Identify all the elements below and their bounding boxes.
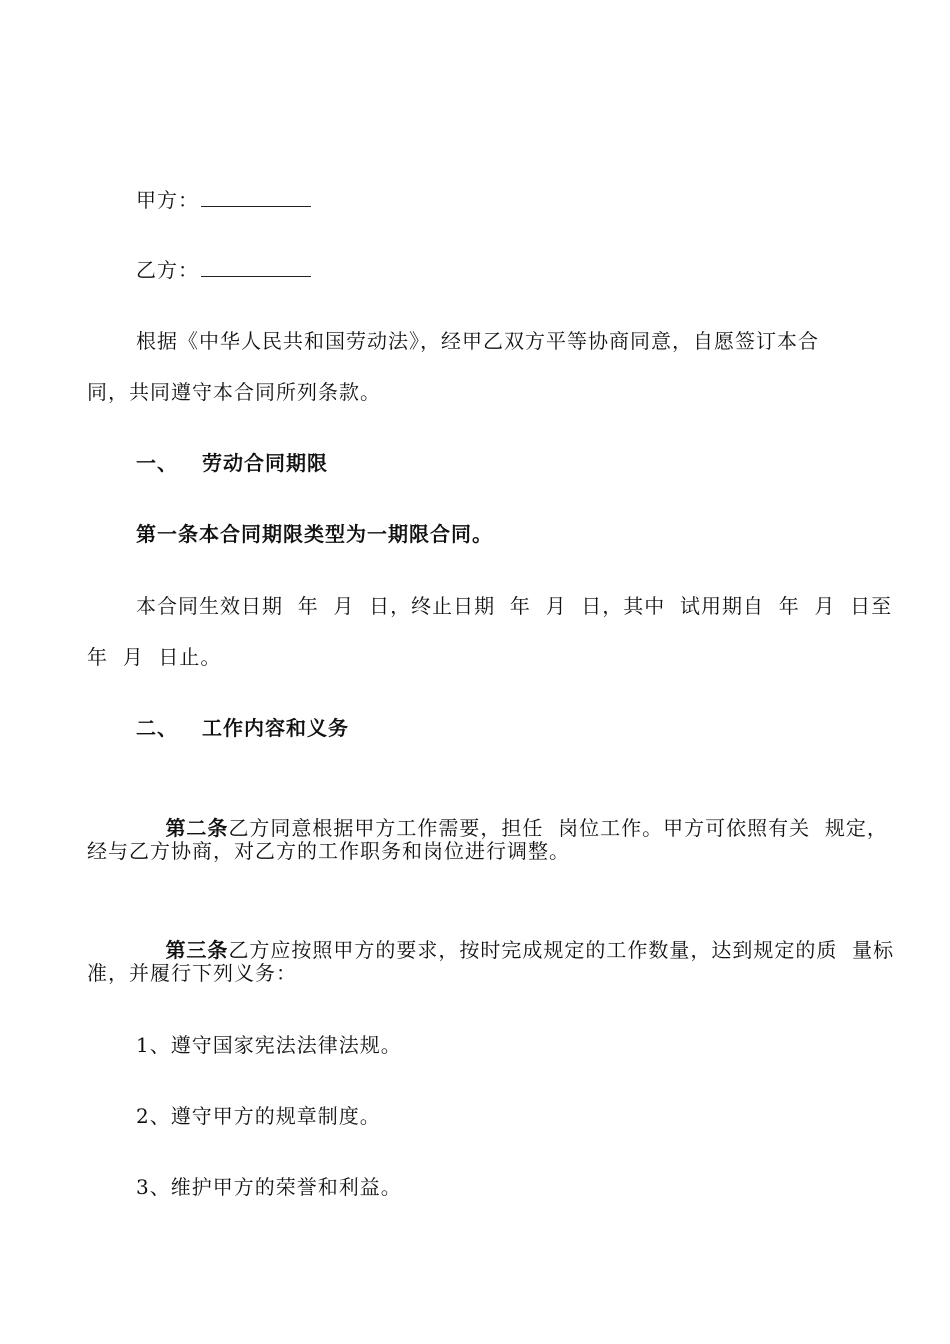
duty-item-3: 3、维护甲方的荣誉和利益。 (136, 1175, 402, 1199)
article-1: 第一条本合同期限类型为一期限合同。 (136, 522, 493, 546)
intro-line-1: 根据《中华人民共和国劳动法》，经甲乙双方平等协商同意，自愿签订本合 (136, 329, 819, 353)
term-line-1: 本合同生效日期 年 月 日，终止日期 年 月 日，其中 试用期自 年 月 日至 (136, 594, 893, 618)
article-2-line-2: 经与乙方协商，对乙方的工作职务和岗位进行调整。 (87, 839, 570, 863)
section-1-heading (136, 449, 328, 477)
article-2-text-1: 乙方同意根据甲方工作需要，担任 岗位工作。甲方可依照有关 规定， (228, 816, 888, 840)
party-a-line (136, 186, 311, 214)
duty-item-2: 2、遵守甲方的规章制度。 (136, 1104, 381, 1128)
section-2-heading (136, 714, 349, 742)
party-b-blank (201, 258, 311, 277)
article-3-text-1: 乙方应按照甲方的要求，按时完成规定的工作数量，达到规定的质 量标 (228, 938, 895, 962)
party-b-label: 乙方： (136, 258, 199, 282)
party-b-line (136, 256, 311, 284)
section-1-number: 一、 (136, 451, 178, 475)
section-1-title: 劳动合同期限 (202, 451, 328, 475)
article-3-line-2: 准，并履行下列义务： (87, 961, 297, 985)
party-a-blank (201, 188, 311, 207)
article-2-label: 第二条 (165, 816, 229, 840)
term-line-2: 年 月 日止。 (87, 645, 222, 669)
party-a-label: 甲方： (136, 188, 199, 212)
intro-line-2: 同，共同遵守本合同所列条款。 (87, 380, 381, 404)
article-3-label: 第三条 (165, 938, 229, 962)
duty-item-1: 1、遵守国家宪法法律法规。 (136, 1033, 402, 1057)
section-2-number: 二、 (136, 716, 178, 740)
section-2-title: 工作内容和义务 (202, 716, 349, 740)
